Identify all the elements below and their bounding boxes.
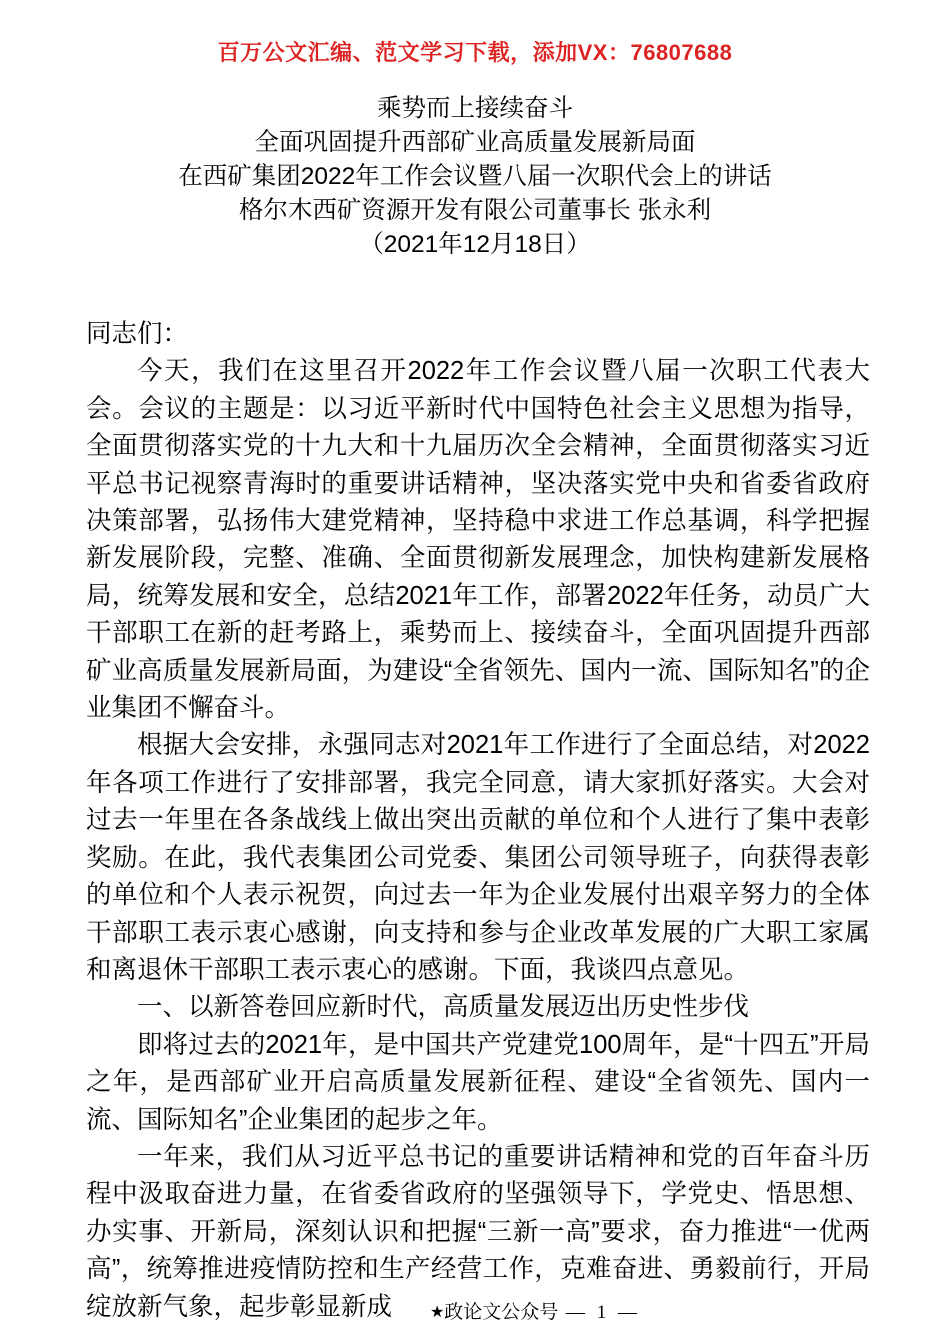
section-paragraph-1: 即将过去的2021年，是中国共产党建党100周年，是“十四五”开局之年，是西部矿业开启高质量发展新征程、建设“全省领先、国内一流、国际知名”企业集团的起步之年。 <box>86 1030 870 1134</box>
title-block <box>0 92 950 262</box>
body-paragraph-2: 根据大会安排，永强同志对2021年工作进行了全面总结，对2022年各项工作进行了安排部署，我完全同意，请大家抓好落实。大会对过去一年里在各条战线上做出突出贡献的单位和个人进行了集中表彰奖励。在此，我代表集团公司党委、集团公司领导班子，向获得表彰的单位和个人表示祝贺，向过去一年为企业发展付出艰辛努力的全体干部职工表示衷心感谢，向支持和参与企业改革发展的广大职工家属和离退休干部职工表示衷心的感谢。下面，我谈四点意见。 <box>86 731 870 984</box>
page-footer <box>0 1299 950 1326</box>
footer-inner <box>310 1299 640 1326</box>
footer-dash-right: — <box>618 1302 638 1323</box>
footer-dash-left: — <box>566 1302 586 1323</box>
title-byline: 格尔木西矿资源开发有限公司董事长 张永利 <box>238 197 712 224</box>
section-heading-1: 一、以新答卷回应新时代，高质量发展迈出历史性步伐 <box>137 993 750 1022</box>
footer-label: 政论文公众号 <box>444 1302 559 1323</box>
section-paragraph-2: 一年来，我们从习近平总书记的重要讲话精神和党的百年奋斗历程中汲取奋进力量，在省委省政府的坚强领导下，学党史、悟思想、办实事、开新局，深刻认识和把握“三新一高”要求，奋力推进“一优两高”，统筹推进疫情防控和生产经营工作，克难奋进、勇毅前行，开局绽放新气象，起步彰显新成 <box>86 1142 870 1321</box>
document-body <box>86 316 870 1326</box>
body-paragraph-1: 今天，我们在这里召开2022年工作会议暨八届一次职工代表大会。会议的主题是：以习近平新时代中国特色社会主义思想为指导，全面贯彻落实党的十九大和十九届历次全会精神，全面贯彻落实习近平总书记视察青海时的重要讲话精神，坚决落实党中央和省委省政府决策部署，弘扬伟大建党精神，坚持稳中求进工作总基调，科学把握新发展阶段，完整、准确、全面贯彻新发展理念，加快构建新发展格局，统筹发展和安全，总结2021年工作，部署2022年任务，动员广大干部职工在新的赶考路上，乘势而上、接续奋斗，全面巩固提升西部矿业高质量发展新局面，为建设“全省领先、国内一流、国际知名”的企业集团不懈奋斗。 <box>86 357 870 723</box>
title-line-3: 在西矿集团2022年工作会议暨八届一次职代会上的讲话 <box>178 163 772 190</box>
title-dateline: （2021年12月18日） <box>359 231 591 258</box>
page-number: 1 <box>596 1302 607 1323</box>
title-line-2: 全面巩固提升西部矿业高质量发展新局面 <box>254 129 696 156</box>
promo-header-text: 百万公文汇编、范文学习下载，添加VX：76807688 <box>217 40 733 65</box>
salutation: 同志们： <box>86 320 189 348</box>
title-line-1: 乘势而上接续奋斗 <box>377 95 573 122</box>
star-icon: ★ <box>429 1302 445 1321</box>
